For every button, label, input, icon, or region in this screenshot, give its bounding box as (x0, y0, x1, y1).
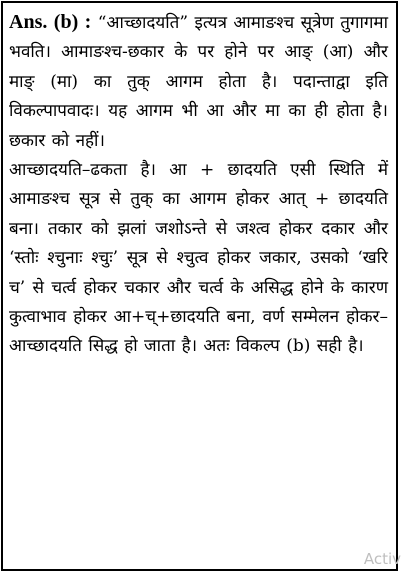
answer-box (1, 1, 398, 571)
answer-colon: : (84, 11, 92, 33)
answer-paragraph (9, 8, 388, 156)
activation-watermark: Activ (363, 550, 401, 568)
answer-label: Ans. (9, 11, 48, 33)
explanation-paragraph: आच्छादयति–ढकता है। आ + छादयति एसी स्थिति में आमाङश्च सूत्र से तुक् का आगम होकर आत् + छादयति बना। तकार को झलां जशोऽन्ते से जश्त्व होकर दकार और ‘स्तोः श्चुनाः श्चुः’ सूत्र से श्चुत्व होकर जकार, उसको ‘खरि च’ से चर्त्व होकर चकार और चर्त्व के असिद्ध होने के कारण कुत्वाभाव होकर आ+च्+छादयति बना, वर्ण सम्मेलन होकर–आच्छादयति सिद्ध हो जाता है। अतः विकल्प (b) सही है। (9, 160, 388, 357)
answer-text: “आच्छादयति” इत्यत्र आमाङश्च सूत्रेण तुगागमा भवति। आमाङश्च-छकार के पर होने पर आङ् (आ) और माङ् (मा) का तुक् आगम होता है। पदान्ताद्वा इति विकल्पापवादः। यह आगम भी आ और मा का ही होता है। छकार को नहीं। (9, 13, 389, 151)
answer-option: (b) (53, 11, 79, 33)
